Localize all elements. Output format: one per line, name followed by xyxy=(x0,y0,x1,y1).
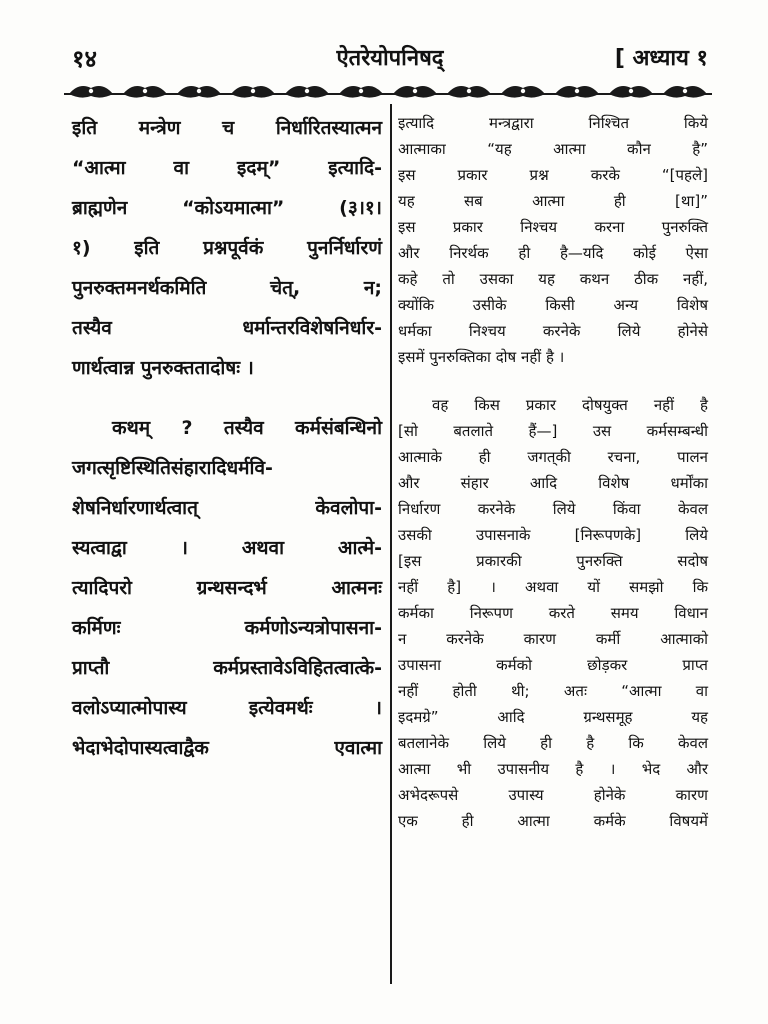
hindi-line: धर्मका निश्चय करनेके लिये होनेसे xyxy=(398,322,708,340)
hindi-translation-column xyxy=(398,110,708,834)
hindi-line: उपासना कर्मको छोड़कर प्राप्त xyxy=(398,656,708,674)
sanskrit-line: इति मन्त्रेण च निर्धारितस्यात्मन xyxy=(72,117,382,139)
sanskrit-paragraph-2 xyxy=(72,408,382,768)
hindi-paragraph-1 xyxy=(398,110,708,370)
page-header xyxy=(72,40,708,80)
running-title: ऐतरेयोपनिषद् xyxy=(336,46,444,71)
hindi-line: आत्माका “यह आत्मा कौन है” xyxy=(398,140,708,158)
ornament-dot xyxy=(305,89,309,93)
ornament-dot xyxy=(467,89,471,93)
sanskrit-line: १) इति प्रश्नपूर्वकं पुनर्निर्धारणं xyxy=(72,237,382,259)
sanskrit-line: तस्यैव धर्मान्तरविशेषनिर्धार- xyxy=(72,317,382,339)
sanskrit-line: शेषनिर्धारणार्थत्वात् केवलोपा- xyxy=(72,497,382,519)
hindi-line: इस प्रकार प्रश्न करके “[पहले] xyxy=(398,166,708,184)
ornament-dot xyxy=(629,89,633,93)
hindi-line: बतलानेके लिये ही है कि केवल xyxy=(398,734,708,752)
hindi-line: निर्धारण करनेके लिये किंवा केवल xyxy=(398,500,708,518)
hindi-line: इदमग्रे” आदि ग्रन्थसमूह यह xyxy=(398,708,708,726)
sanskrit-line: वलोऽप्यात्मोपास्य इत्येवमर्थः । xyxy=(72,697,382,719)
hindi-line: वह किस प्रकार दोषयुक्त नहीं है xyxy=(432,396,708,414)
header-ornament-rule xyxy=(64,80,712,102)
ornament-dot xyxy=(575,89,579,93)
sanskrit-line: जगत्सृष्टिस्थितिसंहारादिधर्मवि- xyxy=(72,457,273,479)
ornament-dot xyxy=(521,89,525,93)
hindi-line: कहे तो उसका यह कथन ठीक नहीं, xyxy=(398,270,708,288)
ornament-dot xyxy=(89,89,93,93)
hindi-line: इत्यादि मन्त्रद्वारा निश्चित किये xyxy=(398,114,708,132)
ornament-dot xyxy=(251,89,255,93)
hindi-line: आत्मा भी उपासनीय है । भेद और xyxy=(398,760,708,778)
sanskrit-line: भेदाभेदोपास्यत्वाद्वैक एवात्मा xyxy=(72,737,382,759)
sanskrit-line: ब्राह्मणेन “कोऽयमात्मा” (३।१। xyxy=(72,197,382,219)
hindi-line: न करनेके कारण कर्मी आत्माको xyxy=(398,630,708,648)
hindi-line: नहीं है] । अथवा यों समझो कि xyxy=(398,578,708,596)
sanskrit-paragraph-1 xyxy=(72,108,382,388)
hindi-line: इसमें पुनरुक्तिका दोष नहीं है । xyxy=(398,348,565,366)
sanskrit-column xyxy=(72,108,382,768)
ornament-dot xyxy=(683,89,687,93)
hindi-line: [इस प्रकारकी पुनरुक्ति सदोष xyxy=(398,552,708,570)
hindi-line: [सो बतलाते हैं—] उस कर्मसम्बन्धी xyxy=(398,422,708,440)
hindi-line: इस प्रकार निश्चय करना पुनरुक्ति xyxy=(398,218,708,236)
ornament-dot xyxy=(359,89,363,93)
sanskrit-line: “आत्मा वा इदम्” इत्यादि- xyxy=(72,157,382,179)
hindi-line: एक ही आत्मा कर्मके विषयमें xyxy=(398,812,708,830)
hindi-paragraph-2 xyxy=(398,392,708,834)
sanskrit-line: णार्थत्वान्न पुनरुक्ततादोषः । xyxy=(72,357,254,379)
page-number: १४ xyxy=(72,45,97,73)
sanskrit-line: स्यत्वाद्वा । अथवा आत्मे- xyxy=(72,537,382,559)
hindi-line: आत्माके ही जगत्‌की रचना, पालन xyxy=(398,448,708,466)
hindi-line: अभेदरूपसे उपास्य होनेके कारण xyxy=(398,786,708,804)
hindi-line: कर्मका निरूपण करते समय विधान xyxy=(398,604,708,622)
sanskrit-line: कथम् ? तस्यैव कर्मसंबन्धिनो xyxy=(112,417,382,439)
hindi-line: यह सब आत्मा ही [था]” xyxy=(398,192,708,210)
hindi-line: और संहार आदि विशेष धर्मोंका xyxy=(398,474,708,492)
ornament-dot xyxy=(197,89,201,93)
sanskrit-line: त्यादिपरो ग्रन्थसन्दर्भ आत्मनः xyxy=(72,577,382,599)
hindi-line: उसकी उपासनाके [निरूपणके] लिये xyxy=(398,526,708,544)
chapter-mark: [ अध्याय १ xyxy=(614,46,708,71)
column-divider xyxy=(390,104,392,984)
ornament-dot xyxy=(143,89,147,93)
sanskrit-line: कर्मिणः कर्मणोऽन्यत्रोपासना- xyxy=(72,617,382,639)
hindi-line: नहीं होती थी; अतः “आत्मा वा xyxy=(398,682,708,700)
sanskrit-line: पुनरुक्तमनर्थकमिति चेत्, न; xyxy=(72,277,382,299)
hindi-line: और निरर्थक ही है—यदि कोई ऐसा xyxy=(398,244,708,262)
hindi-line: क्योंकि उसीके किसी अन्य विशेष xyxy=(398,296,708,314)
ornament-dot xyxy=(413,89,417,93)
sanskrit-line: प्राप्तौ कर्मप्रस्तावेऽविहितत्वात्के- xyxy=(72,657,382,679)
